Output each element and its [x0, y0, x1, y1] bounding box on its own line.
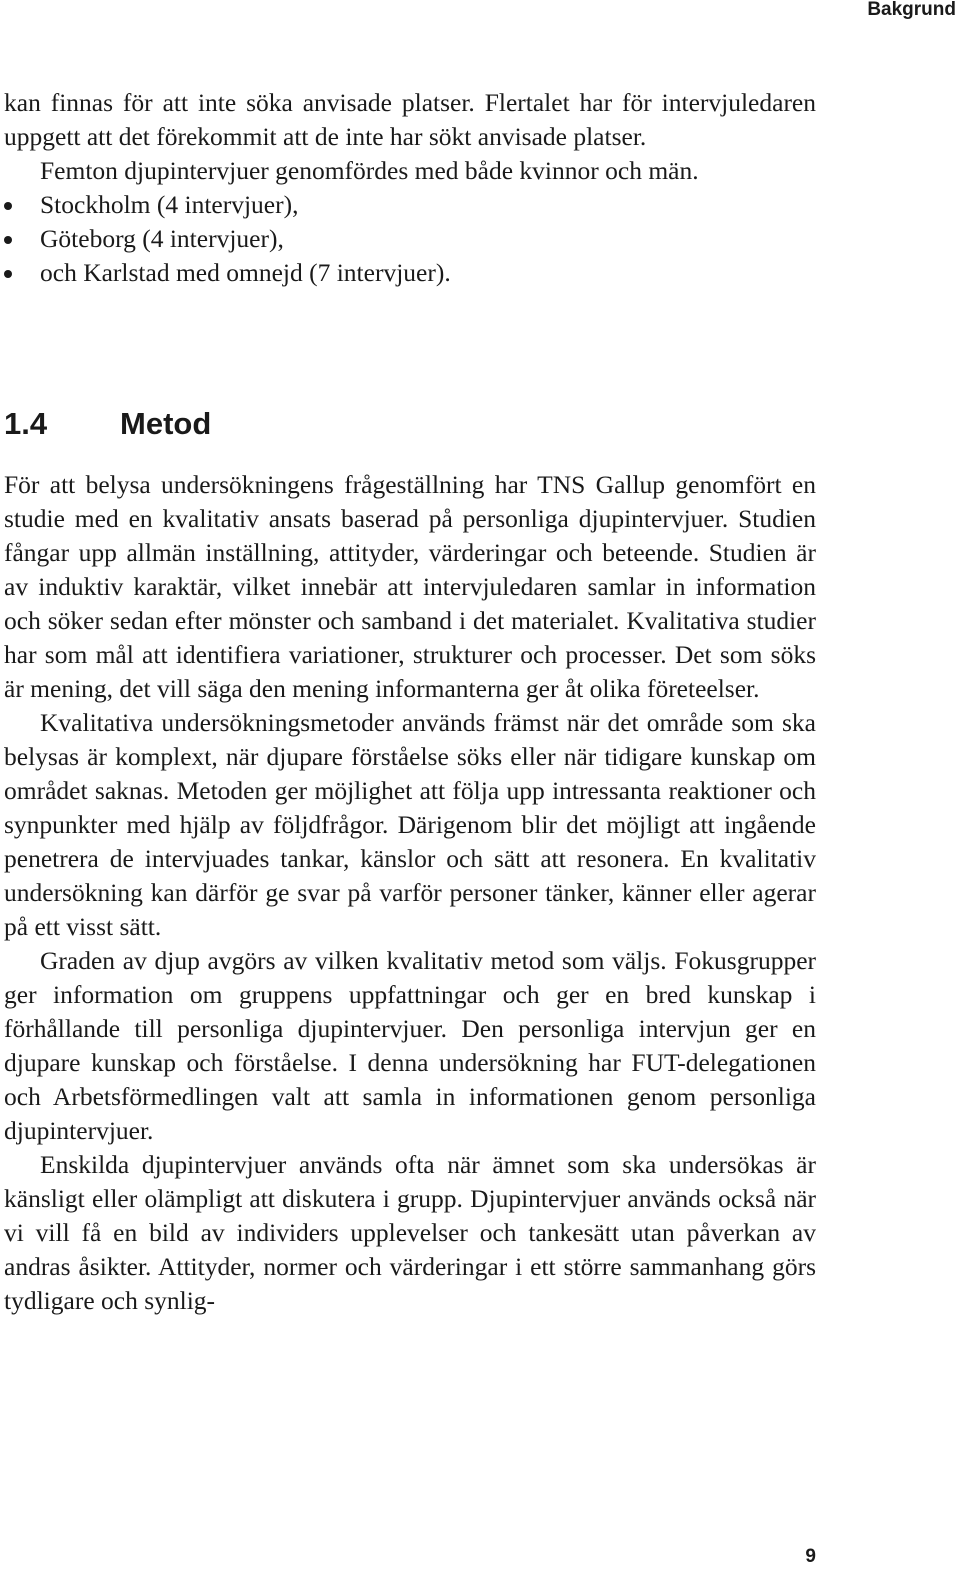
- list-item: [4, 256, 816, 290]
- page-number: 9: [805, 1546, 816, 1567]
- list-item: [4, 222, 816, 256]
- section-body: [4, 468, 816, 1318]
- body-paragraph: Graden av djup avgörs av vilken kvalitativ metod som väljs. Fokusgrupper ger information om gruppens uppfattningar och ger en bred kunskap i förhållande till personliga djupintervjuer. Den personliga intervjun ger en djupare kunskap och förståelse. I denna undersökning har FUT-delegationen och Arbetsförmedlingen valt att samla in informationen genom personliga djupintervjuer.: [4, 946, 816, 1145]
- section-heading: [4, 404, 211, 444]
- section-title: Metod: [120, 406, 212, 441]
- running-header: Bakgrund: [867, 0, 956, 20]
- intro-paragraph-2: Femton djupintervjuer genomfördes med både kvinnor och män.: [40, 156, 699, 185]
- bullet-icon: [4, 202, 12, 210]
- list-item-label: och Karlstad med omnejd (7 intervjuer).: [40, 258, 451, 287]
- list-item-label: Göteborg (4 intervjuer),: [40, 224, 284, 253]
- section-number: 1.4: [4, 406, 48, 441]
- bullet-icon: [4, 236, 12, 244]
- body-paragraph: För att belysa undersökningens frågeställning har TNS Gallup genomfört en studie med en kvalitativ ansats baserad på personliga djupintervjuer. Studien fångar upp allmän inställning, attityder, värderingar och beteende. Studien är av induktiv karaktär, vilket innebär att intervjuledaren samlar in information och söker sedan efter mönster och samband i det materialet. Kvalitativa studier har som mål att identifiera variationer, strukturer och processer. Det som söks är mening, det vill säga den mening informanterna ger åt olika företeelser.: [4, 470, 816, 703]
- list-item: [4, 188, 816, 222]
- body-paragraph: Enskilda djupintervjuer används ofta när ämnet som ska undersökas är känsligt eller olämpligt att diskutera i grupp. Djupintervjuer används också när vi vill få en bild av individers upplevelser och tankesätt utan påverkan av andras åsikter. Attityder, normer och värderingar i ett större sammanhang görs tydligare och synlig-: [4, 1150, 816, 1315]
- body-paragraph: Kvalitativa undersökningsmetoder används främst när det område som ska belysas är komplext, när djupare förståelse söks eller när tidigare kunskap om området saknas. Metoden ger möjlighet att följa upp intressanta reaktioner och synpunkter med hjälp av följdfrågor. Därigenom blir det möjligt att ingående penetrera de intervjuades tankar, känslor och sätt att resonera. En kvalitativ undersökning kan därför ge svar på varför personer tänker, känner eller agerar på ett visst sätt.: [4, 708, 816, 941]
- intro-block: [4, 86, 816, 290]
- list-item-label: Stockholm (4 intervjuer),: [40, 190, 299, 219]
- city-list: [4, 188, 816, 290]
- intro-paragraph: kan finnas för att inte söka anvisade platser. Flertalet har för intervjuledaren uppgett att det förekommit att de inte har sökt anvisade platser.: [4, 88, 816, 151]
- bullet-icon: [4, 270, 12, 278]
